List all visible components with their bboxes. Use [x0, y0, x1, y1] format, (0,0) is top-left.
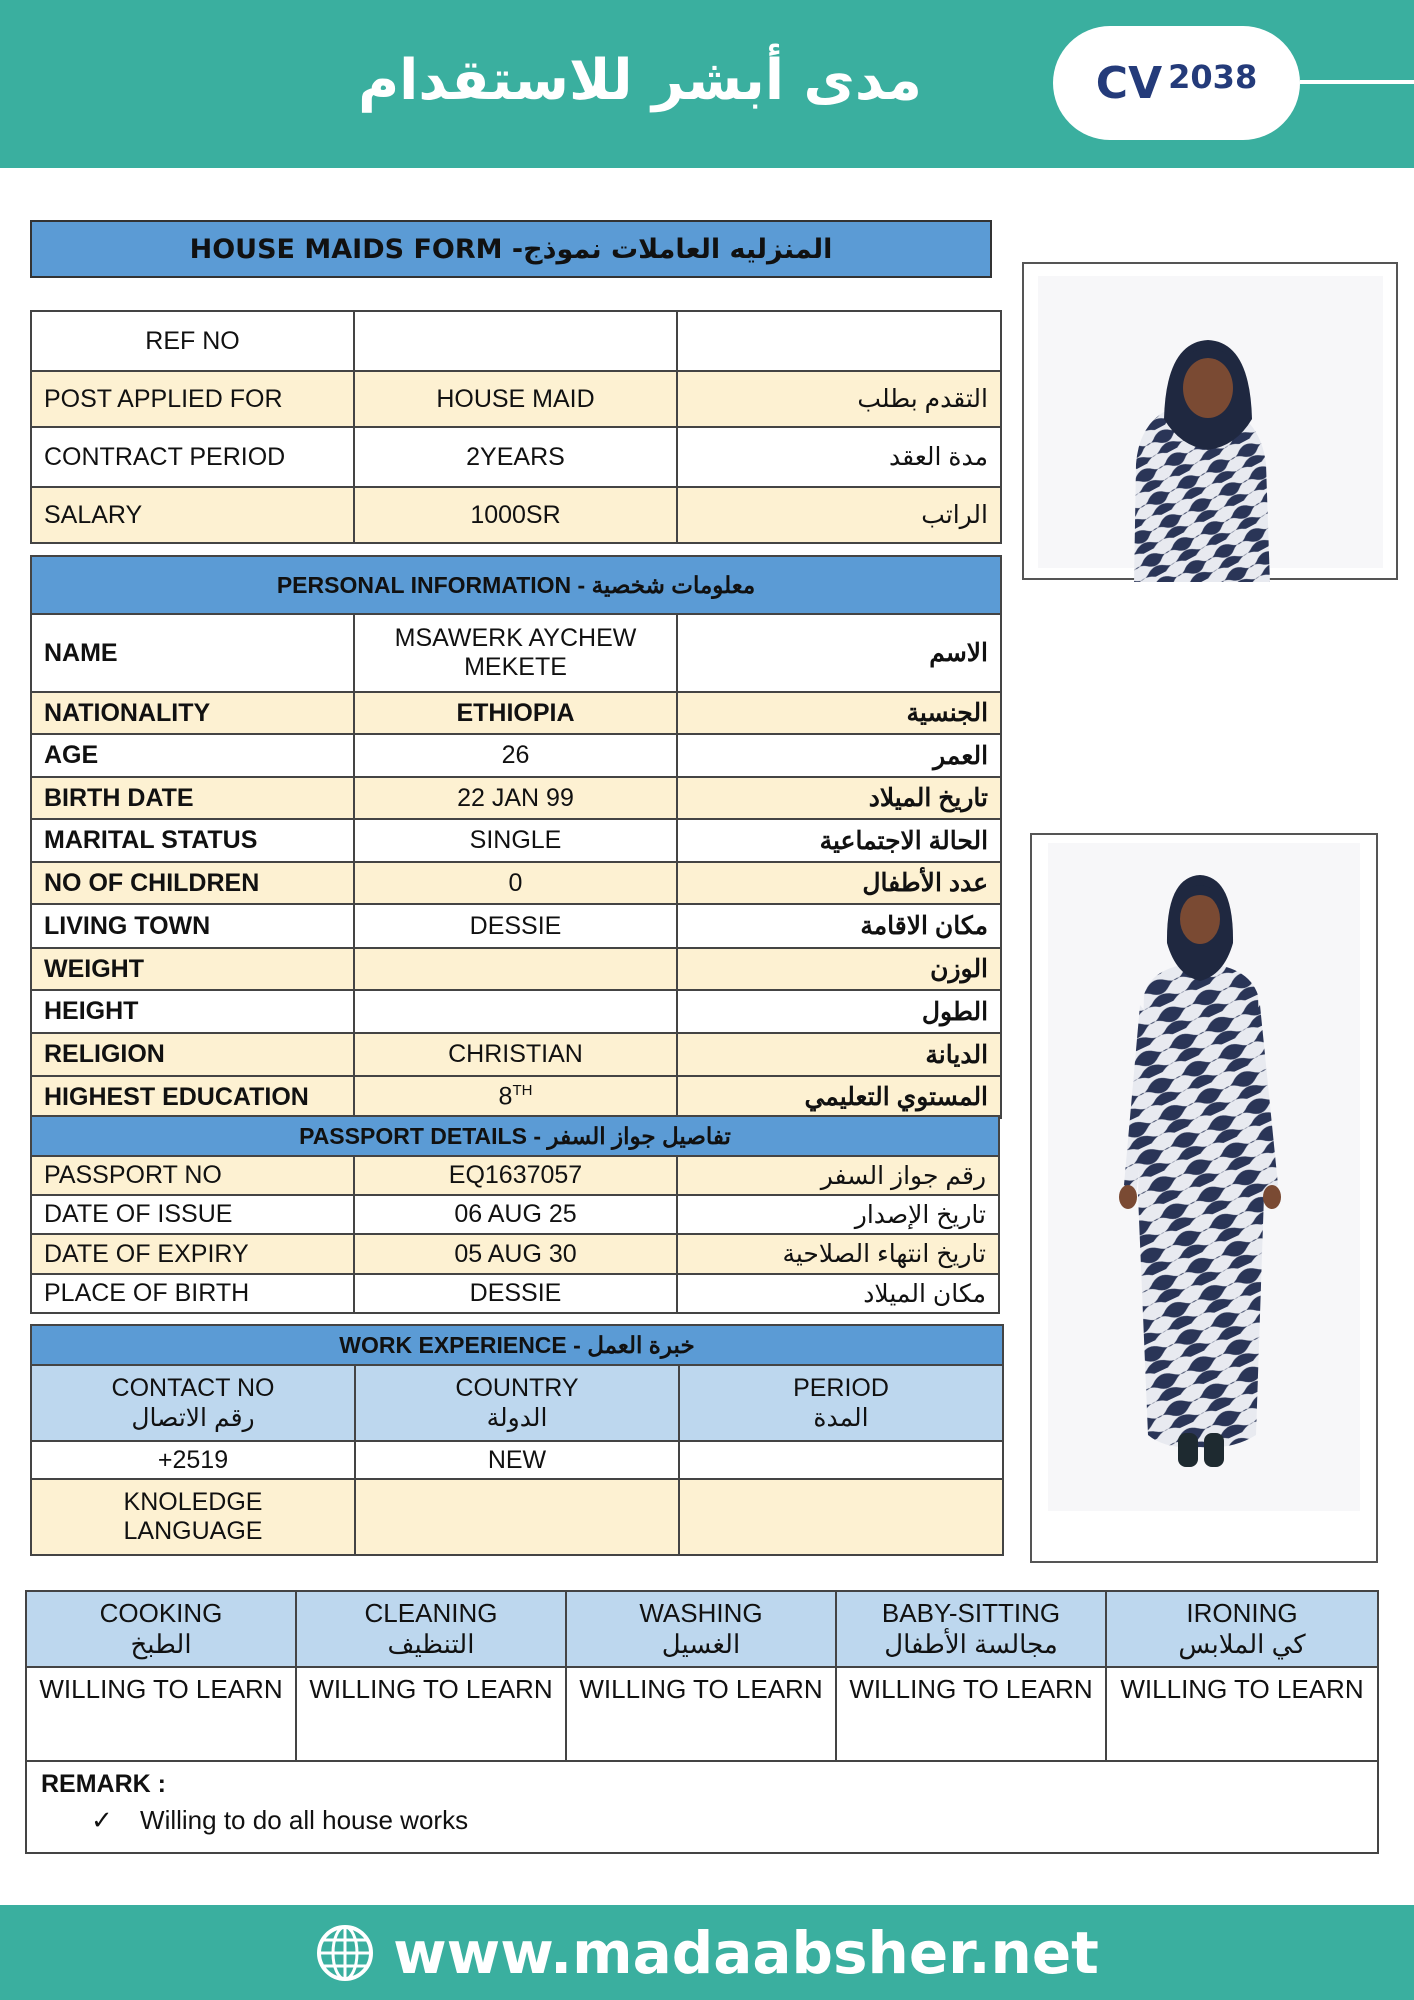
knowledge-label: KNOLEDGE — [123, 1488, 263, 1516]
skill-label-ar: مجالسة الأطفال — [884, 1629, 1058, 1659]
field-label-ar: الوزن — [677, 948, 1001, 990]
field-label: LIVING TOWN — [31, 904, 354, 948]
cv-label: CV — [1095, 57, 1163, 109]
column-header — [355, 1365, 679, 1441]
form-title: HOUSE MAIDS FORM -المنزليه العاملات نموذج — [30, 220, 992, 278]
knowledge-language-extra — [679, 1479, 1003, 1555]
application-table — [30, 310, 1002, 544]
portrait-figure — [1024, 264, 1400, 582]
field-value: DESSIE — [354, 904, 677, 948]
field-value: MSAWERK AYCHEW MEKETE — [354, 614, 677, 692]
skill-label-en: IRONING — [1186, 1598, 1298, 1628]
table-row — [31, 1479, 1003, 1555]
table-row — [31, 1365, 1003, 1441]
skill-label-ar: كي الملابس — [1178, 1629, 1306, 1659]
skill-label-en: WASHING — [639, 1598, 763, 1628]
field-value: 05 AUG 30 — [354, 1234, 677, 1274]
field-label-ar: الحالة الاجتماعية — [677, 819, 1001, 862]
field-value: CHRISTIAN — [354, 1033, 677, 1076]
remark-text: Willing to do all house works — [140, 1805, 469, 1835]
skill-washing — [566, 1591, 836, 1667]
field-value: 06 AUG 25 — [354, 1195, 677, 1234]
header-bar — [0, 0, 1414, 168]
check-icon: ✓ — [91, 1805, 113, 1835]
footer-bar — [0, 1905, 1414, 2000]
skill-label-en: CLEANING — [364, 1598, 498, 1628]
table-row — [31, 487, 1001, 543]
field-label-ar: الديانة — [677, 1033, 1001, 1076]
table-row — [31, 614, 1001, 692]
table-row — [31, 1274, 999, 1313]
column-header-en: PERIOD — [793, 1373, 889, 1402]
skill-label-ar: التنظيف — [387, 1629, 475, 1659]
field-label: BIRTH DATE — [31, 777, 354, 819]
skill-value: WILLING TO LEARN — [1106, 1667, 1378, 1761]
ref-no-ar — [677, 311, 1001, 371]
field-label-ar: تاريخ الإصدار — [677, 1195, 999, 1234]
field-value: 0 — [354, 862, 677, 904]
skill-baby-sitting — [836, 1591, 1106, 1667]
language-label: LANGUAGE — [123, 1517, 263, 1545]
field-label: HEIGHT — [31, 990, 354, 1033]
field-label-ar: تاريخ الميلاد — [677, 777, 1001, 819]
field-label-ar: الاسم — [677, 614, 1001, 692]
table-row — [31, 862, 1001, 904]
field-label-ar: الجنسية — [677, 692, 1001, 734]
skill-label-en: COOKING — [99, 1598, 223, 1628]
table-row — [31, 819, 1001, 862]
field-label: RELIGION — [31, 1033, 354, 1076]
skill-value: WILLING TO LEARN — [26, 1667, 296, 1761]
field-label: NATIONALITY — [31, 692, 354, 734]
portrait-photo — [1022, 262, 1398, 580]
knowledge-language-label — [31, 1479, 355, 1555]
field-value: EQ1637057 — [354, 1156, 677, 1195]
knowledge-language-value — [355, 1479, 679, 1555]
ref-no-value — [354, 311, 677, 371]
table-row — [31, 692, 1001, 734]
field-label: AGE — [31, 734, 354, 777]
contact-value: +2519 — [31, 1441, 355, 1479]
full-body-photo — [1030, 833, 1378, 1563]
field-label-ar: مكان الاقامة — [677, 904, 1001, 948]
post-value: HOUSE MAID — [354, 371, 677, 427]
table-row — [31, 1441, 1003, 1479]
field-label: DATE OF EXPIRY — [31, 1234, 354, 1274]
post-ar: التقدم بطلب — [677, 371, 1001, 427]
column-header-ar: رقم الاتصال — [131, 1403, 255, 1432]
salary-label: SALARY — [31, 487, 354, 543]
field-value — [354, 1076, 677, 1118]
skill-value: WILLING TO LEARN — [566, 1667, 836, 1761]
post-label: POST APPLIED FOR — [31, 371, 354, 427]
skills-table — [25, 1590, 1379, 1854]
contract-value: 2YEARS — [354, 427, 677, 487]
field-label: DATE OF ISSUE — [31, 1195, 354, 1234]
table-row — [31, 948, 1001, 990]
table-row — [26, 1667, 1378, 1761]
remark-item — [41, 1805, 1363, 1836]
table-row — [31, 1033, 1001, 1076]
table-row — [31, 1076, 1001, 1118]
table-row — [31, 311, 1001, 371]
field-label-ar: تاريخ انتهاء الصلاحية — [677, 1234, 999, 1274]
field-label: NAME — [31, 614, 354, 692]
column-header — [679, 1365, 1003, 1441]
field-value: SINGLE — [354, 819, 677, 862]
table-row — [31, 1195, 999, 1234]
table-row — [31, 777, 1001, 819]
skill-label-ar: الغسيل — [661, 1629, 741, 1659]
table-row — [31, 427, 1001, 487]
field-label: PLACE OF BIRTH — [31, 1274, 354, 1313]
skill-cooking — [26, 1591, 296, 1667]
column-header-ar: الدولة — [486, 1403, 548, 1432]
skill-value: WILLING TO LEARN — [296, 1667, 566, 1761]
table-row — [31, 1156, 999, 1195]
education-suffix: TH — [512, 1082, 533, 1100]
field-label-ar: العمر — [677, 734, 1001, 777]
skill-label-ar: الطبخ — [130, 1629, 192, 1659]
column-header-en: CONTACT NO — [111, 1373, 275, 1402]
column-header-en: COUNTRY — [455, 1373, 579, 1402]
table-row — [31, 734, 1001, 777]
field-label-ar: مكان الميلاد — [677, 1274, 999, 1313]
field-label: PASSPORT NO — [31, 1156, 354, 1195]
skill-ironing — [1106, 1591, 1378, 1667]
header-divider — [1300, 80, 1414, 84]
field-label: WEIGHT — [31, 948, 354, 990]
skill-value: WILLING TO LEARN — [836, 1667, 1106, 1761]
field-value: 26 — [354, 734, 677, 777]
remark-label: REMARK : — [41, 1770, 166, 1798]
column-header-ar: المدة — [813, 1403, 869, 1432]
passport-table — [30, 1115, 1000, 1314]
period-value — [679, 1441, 1003, 1479]
field-value — [354, 990, 677, 1033]
field-value: 22 JAN 99 — [354, 777, 677, 819]
table-row — [31, 990, 1001, 1033]
brand-name: مدى أبشر للاستقدام — [358, 48, 922, 113]
skill-label-en: BABY-SITTING — [881, 1598, 1061, 1628]
salary-value: 1000SR — [354, 487, 677, 543]
personal-info-table — [30, 555, 1002, 1119]
field-value: DESSIE — [354, 1274, 677, 1313]
skill-cleaning — [296, 1591, 566, 1667]
education-value: 8 — [498, 1082, 513, 1111]
country-value: NEW — [355, 1441, 679, 1479]
cv-badge — [1053, 26, 1300, 140]
field-value — [354, 948, 677, 990]
remark-row — [26, 1761, 1378, 1853]
field-label: NO OF CHILDREN — [31, 862, 354, 904]
field-label: MARITAL STATUS — [31, 819, 354, 862]
salary-ar: الراتب — [677, 487, 1001, 543]
contract-ar: مدة العقد — [677, 427, 1001, 487]
personal-info-heading: PERSONAL INFORMATION - معلومات شخصية — [31, 556, 1001, 614]
field-value: ETHIOPIA — [354, 692, 677, 734]
table-row — [31, 371, 1001, 427]
field-label: HIGHEST EDUCATION — [31, 1076, 354, 1118]
column-header — [31, 1365, 355, 1441]
passport-heading: PASSPORT DETAILS - تفاصيل جواز السفر — [31, 1116, 999, 1156]
website-link[interactable]: www.madaabsher.net — [393, 1918, 1099, 1987]
table-row — [26, 1591, 1378, 1667]
field-label-ar: الطول — [677, 990, 1001, 1033]
table-row — [31, 1234, 999, 1274]
full-body-figure — [1032, 835, 1380, 1565]
field-label-ar: عدد الأطفال — [677, 862, 1001, 904]
work-experience-heading: WORK EXPERIENCE - خبرة العمل — [31, 1325, 1003, 1365]
globe-icon — [315, 1923, 375, 1983]
field-label-ar: المستوي التعليمي — [677, 1076, 1001, 1118]
contract-label: CONTRACT PERIOD — [31, 427, 354, 487]
table-row — [31, 904, 1001, 948]
work-experience-table — [30, 1324, 1004, 1556]
remark-cell — [26, 1761, 1378, 1853]
ref-no-label: REF NO — [31, 311, 354, 371]
cv-number: 2038 — [1168, 58, 1258, 96]
field-label-ar: رقم جواز السفر — [677, 1156, 999, 1195]
